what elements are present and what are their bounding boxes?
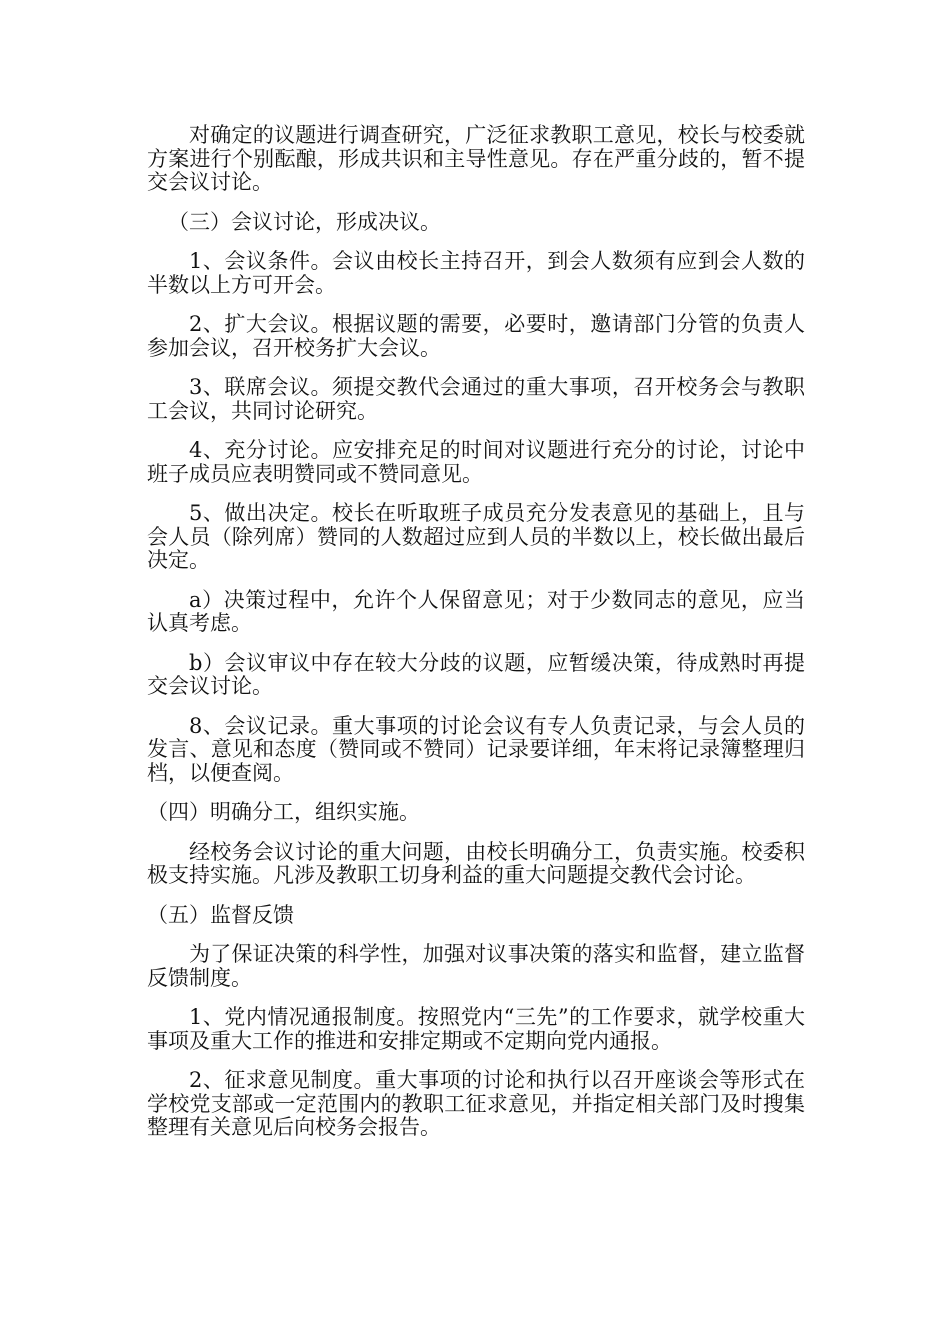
paragraph-research: 对确定的议题进行调查研究，广泛征求教职工意见，校长与校委就方案进行个别酝酿，形成共识和主导性意见。存在严重分歧的，暂不提交会议讨论。	[147, 123, 805, 194]
paragraph-full-discussion: 4、充分讨论。应安排充足的时间对议题进行充分的讨论，讨论中班子成员应表明赞同或不赞同意见。	[147, 438, 805, 486]
section-heading-4: （四）明确分工，组织实施。	[147, 800, 420, 824]
paragraph-item-a: a）决策过程中，允许个人保留意见；对于少数同志的意见，应当认真考虑。	[147, 587, 805, 635]
section-heading-3: （三）会议讨论，形成决议。	[168, 209, 441, 234]
paragraph-expanded-meeting: 2、扩大会议。根据议题的需要，必要时，邀请部门分管的负责人参加会议，召开校务扩大会议。	[147, 312, 805, 360]
paragraph-party-briefing: 1、党内情况通报制度。按照党内“三先”的工作要求，就学校重大事项及重大工作的推进和安排定期或不定期向党内通报。	[147, 1005, 805, 1053]
paragraph-implementation: 经校务会议讨论的重大问题，由校长明确分工，负责实施。校委积极支持实施。凡涉及教职工切身利益的重大问题提交教代会讨论。	[147, 839, 805, 887]
paragraph-item-b: b）会议审议中存在较大分歧的议题，应暂缓决策，待成熟时再提交会议讨论。	[147, 650, 805, 698]
section-heading-5: （五）监督反馈	[147, 902, 294, 927]
paragraph-opinion-soliciting: 2、征求意见制度。重大事项的讨论和执行以召开座谈会等形式在学校党支部或一定范围内的教职工征求意见，并指定相关部门及时搜集整理有关意见后向校务会报告。	[147, 1068, 805, 1139]
paragraph-joint-meeting: 3、联席会议。须提交教代会通过的重大事项，召开校务会与教职工会议，共同讨论研究。	[147, 375, 805, 423]
paragraph-meeting-conditions: 1、会议条件。会议由校长主持召开，到会人数须有应到会人数的半数以上方可开会。	[147, 249, 805, 297]
paragraph-meeting-records: 8、会议记录。重大事项的讨论会议有专人负责记录，与会人员的发言、意见和态度（赞同或不赞同）记录要详细，年末将记录簿整理归档，以便查阅。	[147, 713, 805, 785]
document-body	[147, 124, 805, 1156]
paragraph-supervision: 为了保证决策的科学性，加强对议事决策的落实和监督，建立监督反馈制度。	[147, 942, 805, 990]
paragraph-make-decision: 5、做出决定。校长在听取班子成员充分发表意见的基础上，且与会人员（除列席）赞同的人数超过应到人员的半数以上，校长做出最后决定。	[147, 501, 805, 572]
